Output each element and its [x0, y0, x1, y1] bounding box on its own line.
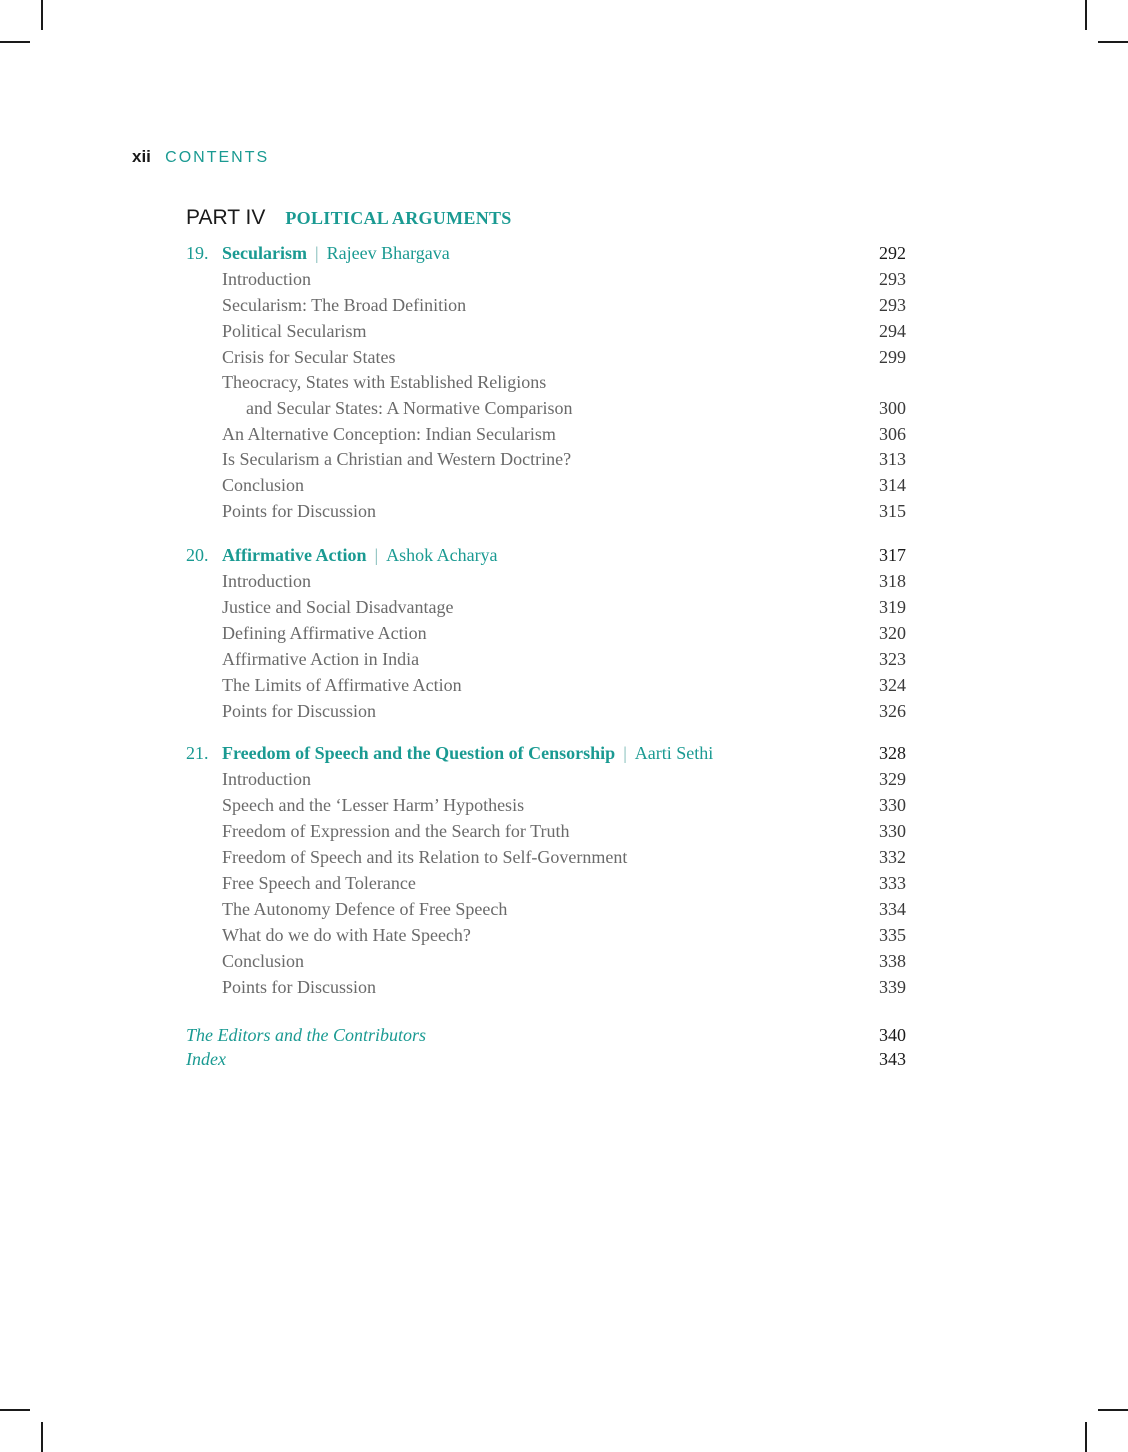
toc-section[interactable]	[186, 369, 906, 395]
toc-chapter-21[interactable]: 21. Freedom of Speech and the Question of Censorship | Aarti Sethi 328	[186, 740, 906, 766]
section-title: Speech and the ‘Lesser Harm’ Hypothesis	[222, 795, 525, 815]
end-matter-title: The Editors and the Contributors	[186, 1025, 427, 1045]
section-title: Theocracy, States with Established Religions	[222, 372, 547, 392]
toc-section[interactable]	[186, 344, 906, 370]
section-page: 333	[879, 873, 906, 893]
toc-section[interactable]	[186, 698, 906, 724]
section-page: 315	[879, 501, 906, 521]
toc-section[interactable]	[186, 672, 906, 698]
section-page: 318	[879, 571, 906, 591]
section-title: What do we do with Hate Speech?	[222, 925, 471, 945]
toc-section[interactable]	[186, 498, 906, 524]
section-title: and Secular States: A Normative Comparison	[246, 398, 573, 418]
crop-mark-top-right-vertical	[1085, 0, 1087, 30]
section-title: Justice and Social Disadvantage	[222, 597, 454, 617]
section-page: 323	[879, 649, 906, 669]
part-label: PART IV	[186, 206, 266, 229]
section-title: Conclusion	[222, 475, 305, 495]
chapter-author: Aarti Sethi	[634, 743, 714, 763]
section-page: 330	[879, 795, 906, 815]
toc-section[interactable]	[186, 896, 906, 922]
section-title: Introduction	[222, 571, 311, 591]
end-matter-title: Index	[186, 1049, 226, 1069]
section-page: 324	[879, 675, 906, 695]
chapter-page: 317	[879, 545, 906, 565]
section-title: Affirmative Action in India	[222, 649, 420, 669]
section-title: Defining Affirmative Action	[222, 623, 427, 643]
section-page: 319	[879, 597, 906, 617]
section-page: 335	[879, 925, 906, 945]
running-head-section: CONTENTS	[165, 149, 270, 166]
chapter-number: 19.	[186, 243, 209, 263]
section-page: 300	[879, 398, 906, 418]
toc-section[interactable]	[186, 974, 906, 1000]
end-matter-page: 340	[879, 1025, 906, 1045]
part-heading	[186, 204, 512, 234]
section-page: 293	[879, 295, 906, 315]
chapter-page: 328	[879, 743, 906, 763]
section-title: The Autonomy Defence of Free Speech	[222, 899, 508, 919]
section-title: Secularism: The Broad Definition	[222, 295, 467, 315]
section-title: Free Speech and Tolerance	[222, 873, 416, 893]
toc-section[interactable]	[186, 472, 906, 498]
chapter-title: Secularism	[222, 243, 307, 263]
section-page: 299	[879, 347, 906, 367]
crop-mark-bottom-left-horizontal	[0, 1409, 30, 1411]
toc-section[interactable]	[186, 620, 906, 646]
section-title: Points for Discussion	[222, 501, 377, 521]
section-title: Introduction	[222, 769, 311, 789]
toc-section[interactable]	[186, 594, 906, 620]
section-page: 294	[879, 321, 906, 341]
section-page: 293	[879, 269, 906, 289]
section-page: 334	[879, 899, 906, 919]
chapter-author: Rajeev Bhargava	[326, 243, 450, 263]
section-title: Points for Discussion	[222, 701, 377, 721]
chapter-title: Freedom of Speech and the Question of Censorship	[222, 743, 616, 763]
toc-chapter-20[interactable]: 20. Affirmative Action | Ashok Acharya 317	[186, 542, 906, 568]
chapter-number: 21.	[186, 743, 209, 763]
toc-section[interactable]	[186, 818, 906, 844]
section-page: 314	[879, 475, 906, 495]
toc-end-matter-contributors[interactable]	[186, 1022, 906, 1048]
section-page: 320	[879, 623, 906, 643]
toc-chapter-19[interactable]: 19. Secularism | Rajeev Bhargava 292	[186, 240, 906, 266]
chapter-page: 292	[879, 243, 906, 263]
toc-section[interactable]	[186, 792, 906, 818]
toc-section[interactable]	[186, 266, 906, 292]
section-title: Political Secularism	[222, 321, 367, 341]
section-title: Freedom of Expression and the Search for Truth	[222, 821, 570, 841]
toc-section[interactable]	[186, 292, 906, 318]
toc-section[interactable]	[186, 421, 906, 447]
crop-mark-top-left-horizontal	[0, 41, 30, 43]
toc-section[interactable]	[186, 568, 906, 594]
end-matter-page: 343	[879, 1049, 906, 1069]
toc-section[interactable]	[186, 446, 906, 472]
crop-mark-bottom-right-vertical	[1085, 1422, 1087, 1452]
section-page: 326	[879, 701, 906, 721]
chapter-author: Ashok Acharya	[386, 545, 498, 565]
section-page: 306	[879, 424, 906, 444]
section-title: Freedom of Speech and its Relation to Self-Government	[222, 847, 628, 867]
section-title: Crisis for Secular States	[222, 347, 396, 367]
section-page: 330	[879, 821, 906, 841]
section-title: Introduction	[222, 269, 311, 289]
toc-section[interactable]	[186, 844, 906, 870]
toc-section[interactable]	[186, 922, 906, 948]
section-title: Points for Discussion	[222, 977, 377, 997]
section-page: 329	[879, 769, 906, 789]
section-title: The Limits of Affirmative Action	[222, 675, 462, 695]
section-page: 313	[879, 449, 906, 469]
page-number: xii	[132, 147, 151, 166]
toc-section[interactable]	[186, 948, 906, 974]
running-head	[132, 146, 269, 169]
crop-mark-bottom-right-horizontal	[1098, 1409, 1128, 1411]
chapter-title: Affirmative Action	[222, 545, 367, 565]
section-page: 338	[879, 951, 906, 971]
crop-mark-top-left-vertical	[41, 0, 43, 30]
section-title: An Alternative Conception: Indian Secularism	[222, 424, 556, 444]
toc-end-matter-index[interactable]	[186, 1046, 906, 1072]
chapter-number: 20.	[186, 545, 209, 565]
section-title: Conclusion	[222, 951, 305, 971]
section-page: 332	[879, 847, 906, 867]
crop-mark-bottom-left-vertical	[41, 1422, 43, 1452]
toc-section[interactable]	[186, 318, 906, 344]
section-title: Is Secularism a Christian and Western Doctrine?	[222, 449, 572, 469]
toc-section[interactable]	[186, 766, 906, 792]
part-title: POLITICAL ARGUMENTS	[285, 208, 512, 228]
toc-section[interactable]	[186, 646, 906, 672]
crop-mark-top-right-horizontal	[1098, 41, 1128, 43]
toc-section[interactable]	[186, 870, 906, 896]
section-page: 339	[879, 977, 906, 997]
toc-section-continuation[interactable]	[186, 395, 906, 421]
